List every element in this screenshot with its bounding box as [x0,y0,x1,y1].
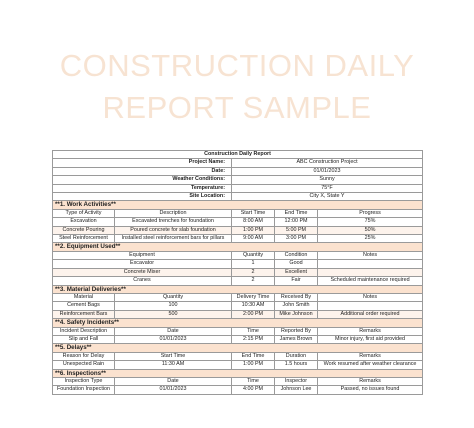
section-header-work [53,201,423,209]
table-cell: 25% [318,235,423,243]
table-row [53,226,423,234]
table-cell: Additional order required [318,310,423,318]
report-title-row [53,151,423,159]
table-row [53,260,423,268]
table-cell: 2 [232,268,275,276]
table-cell: 12:00 PM [275,218,318,226]
section-header-materials [53,285,423,293]
section-title: **3. Material Deliveries** [53,285,423,293]
table-cell: Good [275,260,318,268]
section-title: **5. Delays** [53,344,423,352]
table-cell: Reinforcement Bars [53,310,115,318]
table-row [53,386,423,394]
column-header-row [53,327,423,335]
column-header: Remarks [318,352,423,360]
column-header: Received By [275,293,318,301]
column-header-row [53,251,423,259]
table-cell [318,260,423,268]
info-label: Project Name: [53,159,232,167]
column-header: Quantity [232,251,275,259]
column-header-row [53,293,423,301]
column-header: Delivery Time [232,293,275,301]
report-title: Construction Daily Report [53,151,423,159]
column-header: Inspector [275,377,318,385]
column-header: Date [115,327,232,335]
column-header-row [53,209,423,217]
table-cell [318,302,423,310]
column-header: Reason for Delay [53,352,115,360]
info-label: Site Location: [53,193,232,201]
table-cell: Steel Reinforcement [53,235,115,243]
title-watermark-line1: CONSTRUCTION DAILY [59,48,415,83]
column-header: Start Time [115,352,232,360]
info-row [53,167,423,175]
column-header: Quantity [115,293,232,301]
table-row [53,335,423,343]
title-watermark-line2: REPORT SAMPLE [102,90,372,125]
table-row [53,361,423,369]
column-header: Description [115,209,232,217]
info-label: Weather Conditions: [53,176,232,184]
table-cell: Cranes [53,277,232,285]
table-cell: Poured concrete for slab foundation [115,226,232,234]
column-header: Remarks [318,377,423,385]
table-cell: 10:30 AM [232,302,275,310]
table-cell: 5:00 PM [275,226,318,234]
table-cell: Excavated trenches for foundation [115,218,232,226]
table-cell: 500 [115,310,232,318]
column-header: Progress [318,209,423,217]
table-cell: Minor injury, first aid provided [318,335,423,343]
table-cell: Slip and Fall [53,335,115,343]
table-cell: Johnson Lee [275,386,318,394]
table-cell: Cement Bags [53,302,115,310]
table-cell: Excavator [53,260,232,268]
table-cell: 01/01/2023 [115,335,232,343]
info-row [53,193,423,201]
table-cell: 2:00 PM [232,310,275,318]
table-cell: 9:00 AM [232,235,275,243]
column-header: End Time [275,209,318,217]
column-header: Incident Description [53,327,115,335]
info-row [53,159,423,167]
table-cell: 75% [318,218,423,226]
table-cell: 2:15 PM [232,335,275,343]
table-cell: James Brown [275,335,318,343]
table-cell: Work resumed after weather clearance [318,361,423,369]
section-header-safety [53,319,423,327]
table-cell [318,268,423,276]
info-value: 01/01/2023 [232,167,423,175]
column-header: Time [232,377,275,385]
section-title: **1. Work Activities** [53,201,423,209]
column-header: Start Time [232,209,275,217]
info-label: Temperature: [53,184,232,192]
table-cell: 1 [232,260,275,268]
table-cell: Fair [275,277,318,285]
column-header: Time [232,327,275,335]
table-cell: 1.5 hours [275,361,318,369]
table-cell: Mike Johnson [275,310,318,318]
table-cell: Unexpected Rain [53,361,115,369]
info-value: ABC Construction Project [232,159,423,167]
table-cell: 4:00 PM [232,386,275,394]
column-header: Condition [275,251,318,259]
section-header-inspections [53,369,423,377]
column-header: Inspection Type [53,377,115,385]
table-cell: Passed, no issues found [318,386,423,394]
section-title: **6. Inspections** [53,369,423,377]
info-label: Date: [53,167,232,175]
column-header: Notes [318,293,423,301]
section-header-delays [53,344,423,352]
table-cell: Excavation [53,218,115,226]
column-header: Duration [275,352,318,360]
table-cell: Concrete Mixer [53,268,232,276]
table-cell: 50% [318,226,423,234]
table-cell: 3:00 PM [275,235,318,243]
info-value: Sunny [232,176,423,184]
table-row [53,235,423,243]
column-header-row [53,352,423,360]
table-cell: 1:00 PM [232,226,275,234]
table-cell: 8:00 AM [232,218,275,226]
table-row [53,302,423,310]
table-cell: Installed steel reinforcement bars for pillars [115,235,232,243]
table-cell: Concrete Pouring [53,226,115,234]
table-cell: 01/01/2023 [115,386,232,394]
section-header-equipment [53,243,423,251]
table-cell: Foundation Inspection [53,386,115,394]
column-header: End Time [232,352,275,360]
section-title: **4. Safety Incidents** [53,319,423,327]
table-cell: Excellent [275,268,318,276]
table-cell: 2 [232,277,275,285]
info-row [53,176,423,184]
column-header: Material [53,293,115,301]
column-header-row [53,377,423,385]
table-cell: John Smith [275,302,318,310]
table-row [53,268,423,276]
info-row [53,184,423,192]
column-header: Date [115,377,232,385]
table-cell: 11:30 AM [115,361,232,369]
table-cell: 1:00 PM [232,361,275,369]
table-cell: 100 [115,302,232,310]
section-title: **2. Equipment Used** [53,243,423,251]
column-header: Equipment [53,251,232,259]
column-header: Reported By [275,327,318,335]
report-table [52,150,423,395]
column-header: Remarks [318,327,423,335]
table-row [53,218,423,226]
table-row [53,310,423,318]
table-row [53,277,423,285]
column-header: Notes [318,251,423,259]
info-value: 75°F [232,184,423,192]
info-value: City X, State Y [232,193,423,201]
table-cell: Scheduled maintenance required [318,277,423,285]
column-header: Type of Activity [53,209,115,217]
